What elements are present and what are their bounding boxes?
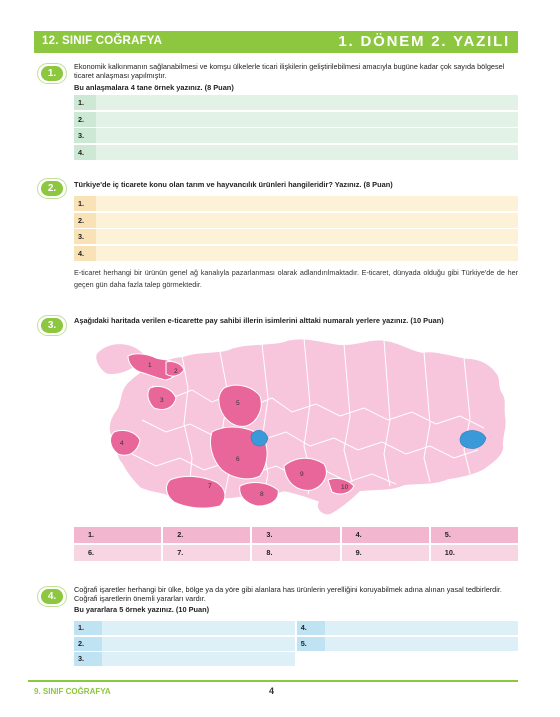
map-label-2: 2	[174, 368, 178, 375]
answer-row[interactable]: 2.	[74, 213, 518, 228]
footer-course: 9. SINIF COĞRAFYA	[34, 687, 111, 696]
page-number: 4	[269, 686, 275, 696]
grid-cell[interactable]: 8.	[252, 545, 339, 561]
answer-row[interactable]: 1.	[74, 196, 518, 211]
question-4-text: Coğrafi işaretler herhangi bir ülke, bölge ya da yöre gibi alanlara has ürünlerin yerelliğini koruyabilmek adına alınan yasal tedbirlerdir. Coğrafi işaretlerin önemli yararları vardır.	[74, 585, 502, 603]
eticaret-paragraph: E-ticaret herhangi bir ürünün genel ağ kanalıyla pazarlanması olarak adlandırılmaktadır. E-ticaret, dünyada olduğu gibi Türkiye'de de her geçen gün daha fazla talep görmektedir.	[74, 268, 518, 289]
exam-title: 1. DÖNEM 2. YAZILI	[338, 33, 510, 50]
question-1-badge: 1.	[41, 66, 63, 81]
grid-cell[interactable]: 5.	[431, 527, 518, 543]
answer-row[interactable]: 4.	[74, 246, 518, 261]
grid-cell[interactable]: 3.	[252, 527, 339, 543]
grid-cell[interactable]: 10.	[431, 545, 518, 561]
answer-row[interactable]: 4.	[297, 621, 518, 635]
course-title: 12. SINIF COĞRAFYA	[42, 35, 163, 47]
map-label-10: 10	[341, 484, 349, 491]
map-label-5: 5	[236, 400, 240, 407]
map-label-9: 9	[300, 471, 304, 478]
question-2-prompt: Türkiye'de iç ticarete konu olan tarım ve hayvancılık ürünleri hangileridir? Yazınız. (8 Puan)	[74, 180, 393, 189]
grid-cell[interactable]: 4.	[342, 527, 429, 543]
answer-row[interactable]: 2.	[74, 637, 295, 651]
grid-cell[interactable]: 2.	[163, 527, 250, 543]
map-label-7: 7	[208, 483, 212, 490]
map-label-3: 3	[160, 397, 164, 404]
map-label-4: 4	[120, 440, 124, 447]
grid-cell[interactable]: 9.	[342, 545, 429, 561]
map-label-8: 8	[260, 491, 264, 498]
answer-row[interactable]: 1.	[74, 621, 295, 635]
empty-cell	[297, 652, 518, 666]
question-1-text: Ekonomik kalkınmanın sağlanabilmesi ve komşu ülkelerle ticari ilişkilerin geliştirilebilmesi amacıyla bugüne kadar çok sayıda bölgesel ticaret anlaşması yapılmıştır.	[74, 62, 505, 80]
answer-row[interactable]: 3.	[74, 128, 518, 143]
answer-row[interactable]: 5.	[297, 637, 518, 651]
province-8	[240, 483, 279, 506]
answer-row[interactable]: 1.	[74, 95, 518, 110]
answer-row[interactable]: 3.	[74, 229, 518, 244]
answer-row[interactable]: 3.	[74, 652, 295, 666]
answer-row[interactable]: 4.	[74, 145, 518, 160]
question-2-answers	[74, 196, 518, 262]
question-4-badge: 4.	[41, 589, 63, 604]
grid-cell[interactable]: 7.	[163, 545, 250, 561]
question-4-prompt: Bu yararlara 5 örnek yazınız. (10 Puan)	[74, 605, 210, 614]
grid-cell[interactable]: 1.	[74, 527, 161, 543]
question-3-answer-grid	[74, 527, 518, 561]
question-1-prompt: Bu anlaşmalara 4 tane örnek yazınız. (8 Puan)	[74, 83, 234, 92]
answer-row[interactable]: 2.	[74, 112, 518, 127]
question-4-answers	[74, 621, 518, 668]
question-3-prompt: Aşağıdaki haritada verilen e-ticarette pay sahibi illerin isimlerini alttaki numaralı yerlere yazınız. (10 Puan)	[74, 316, 444, 325]
question-2-badge: 2.	[41, 181, 63, 196]
map-label-6: 6	[236, 456, 240, 463]
map-label-1: 1	[148, 362, 152, 369]
footer-divider	[28, 680, 518, 682]
question-1-answers	[74, 95, 518, 161]
turkey-map	[92, 328, 512, 524]
grid-cell[interactable]: 6.	[74, 545, 161, 561]
question-3-badge: 3.	[41, 318, 63, 333]
page-header	[34, 31, 518, 53]
